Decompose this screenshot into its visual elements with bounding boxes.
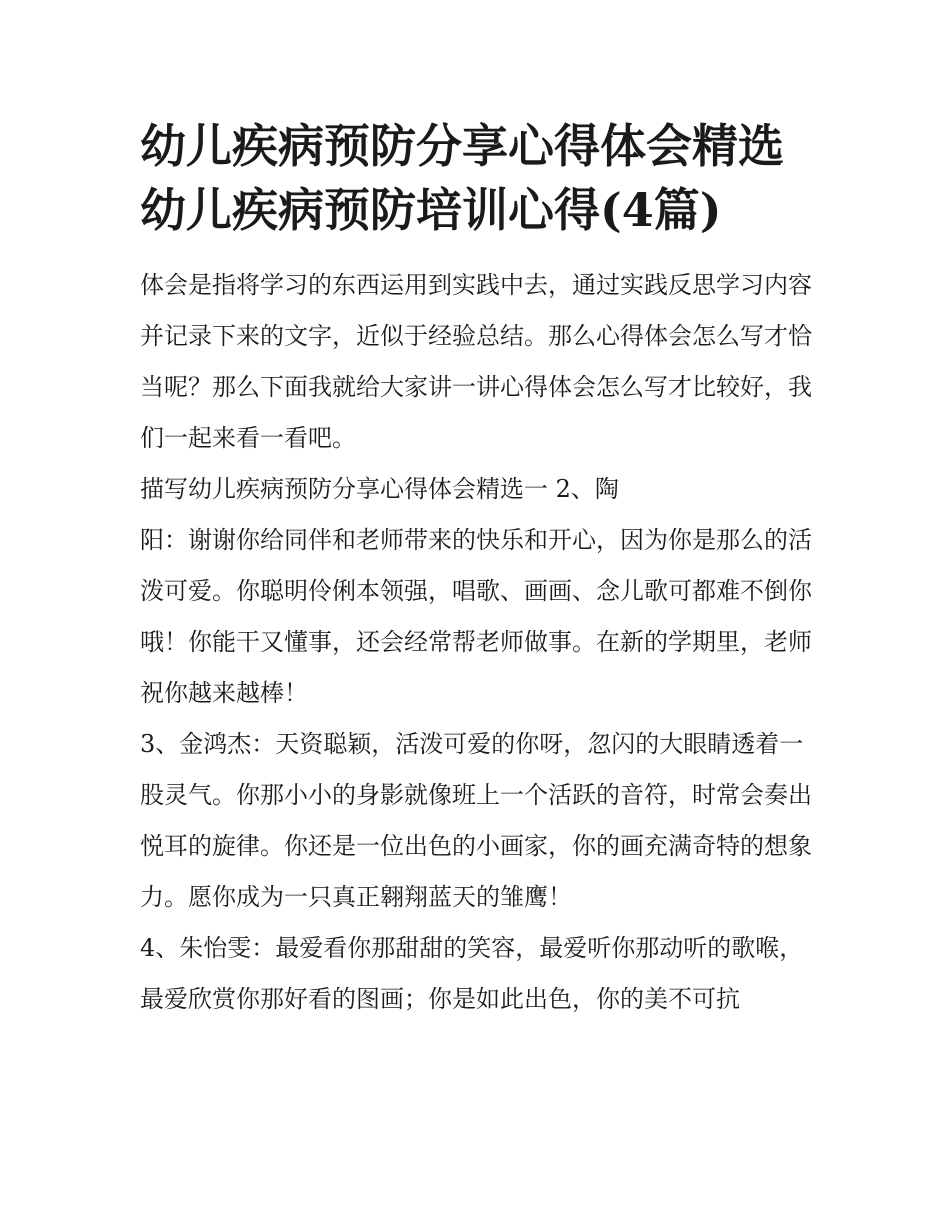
- comment-jin-hongjie: 3、金鸿杰：天资聪颖，活泼可爱的你呀，忽闪的大眼睛透着一股灵气。你那小小的身影就像班上一个活跃的音符，时常会奏出悦耳的旋律。你还是一位出色的小画家，你的画充满奇特的想象力。愿你成为一只真正翱翔蓝天的雏鹰！: [140, 730, 812, 911]
- comment-tao-yang: 阳：谢谢你给同伴和老师带来的快乐和开心，因为你是那么的活泼可爱。你聪明伶俐本领强，唱歌、画画、念儿歌可都难不倒你哦！你能干又懂事，还会经常帮老师做事。在新的学期里，老师祝你越来越棒！: [140, 526, 812, 707]
- document-title: 幼儿疾病预防分享心得体会精选 幼儿疾病预防培训心得(4篇): [140, 119, 784, 237]
- section-heading-paragraph: 描写幼儿疾病预防分享心得体会精选一 2、陶: [140, 475, 619, 503]
- comment-zhu-yiwen: 4、朱怡雯：最爱看你那甜甜的笑容，最爱听你那动听的歌喉，最爱欣赏你那好看的图画；你是如此出色，你的美不可抗: [140, 934, 804, 1013]
- intro-paragraph: 体会是指将学习的东西运用到实践中去，通过实践反思学习内容并记录下来的文字，近似于经验总结。那么心得体会怎么写才恰当呢？那么下面我就给大家讲一讲心得体会怎么写才比较好，我们一起来看一看吧。: [140, 271, 812, 452]
- document-page: [140, 114, 812, 1025]
